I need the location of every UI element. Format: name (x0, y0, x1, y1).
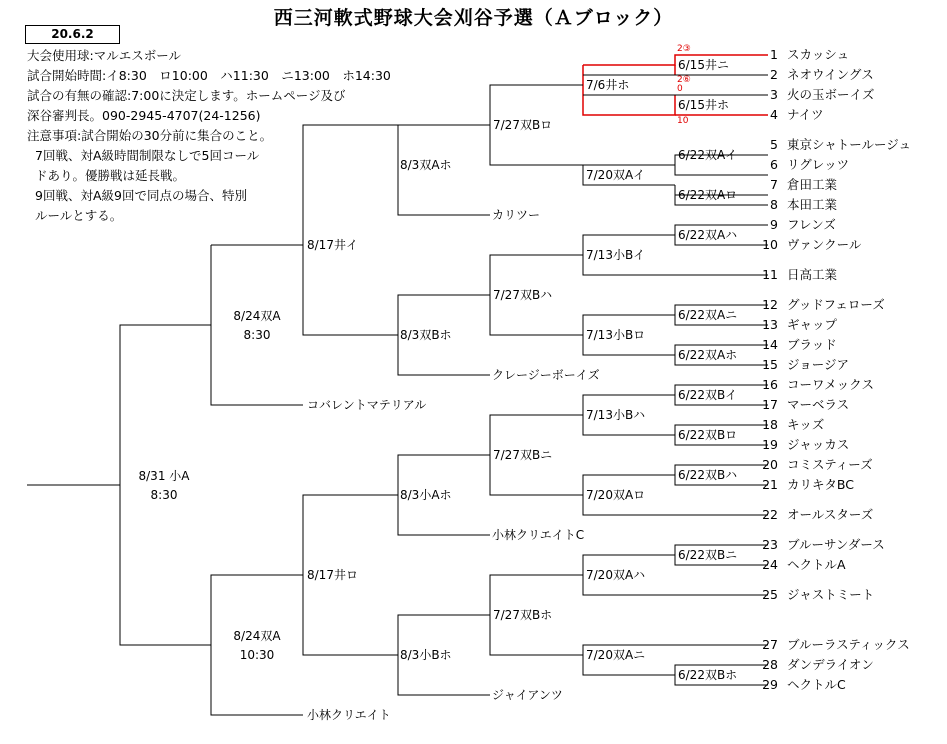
team-entry: 18 キッズ (762, 417, 825, 432)
date-box: 20.6.2 (25, 25, 120, 44)
seed-team: コバレントマテリアル (307, 398, 427, 412)
team-entry: 20 コミスティーズ (762, 457, 873, 472)
game-label: 6/22双Aロ (678, 188, 738, 202)
game-label: 7/27双Bロ (493, 118, 553, 132)
team-entry: 28 ダンデライオン (762, 657, 874, 672)
game-label: 6/22双Aホ (678, 348, 738, 362)
game-label: 7/20双Aハ (586, 568, 646, 582)
team-entry: 12 グッドフェローズ (762, 297, 885, 312)
seed-team: 小林クリエイト (307, 708, 391, 722)
seed-team: ジャイアンツ (492, 688, 563, 702)
game-label: 8/17井イ (307, 238, 358, 252)
tournament-notes (27, 46, 391, 226)
game-label: 7/6井ホ (586, 78, 630, 92)
team-entry: 21 カリキタBC (762, 477, 854, 492)
team-entry: 24 ヘクトルA (762, 557, 846, 572)
score-label: 2③ (677, 44, 691, 54)
team-entry: 10 ヴァンクール (762, 237, 862, 252)
game-label: 7/27双Bハ (493, 288, 553, 302)
team-entry: 7 倉田工業 (770, 177, 838, 192)
team-entry: 8 本田工業 (770, 197, 838, 212)
game-label: 6/15井ホ (678, 98, 729, 112)
team-entry: 16 コーワメックス (762, 377, 875, 392)
team-entry: 2 ネオウイングス (770, 67, 874, 82)
team-entry: 17 マーベラス (762, 397, 850, 412)
game-label: 7/20双Aイ (586, 168, 646, 182)
team-entry: 11 日高工業 (762, 267, 838, 282)
team-entry: 19 ジャッカス (762, 437, 850, 452)
team-entry: 9 フレンズ (770, 217, 836, 232)
note-rule-1: 7回戦、対A級時間制限なしで5回コール (35, 148, 260, 163)
game-label: 8/3双Aホ (400, 158, 452, 172)
score-label: 0 (677, 84, 683, 94)
note-rule-4: ルールとする。 (35, 208, 123, 223)
team-entry: 14 ブラッド (762, 337, 837, 352)
score-label: 2⑥ (677, 75, 691, 85)
semifinal-label: 8/24双A 8:30 (233, 309, 281, 342)
game-label: 6/22双Aハ (678, 228, 738, 242)
page-title: 西三河軟式野球大会刈谷予選（Ａブロック） (273, 7, 674, 29)
seed-team: カリツー (492, 208, 541, 222)
note-ball: 大会使用球:マルエスボール (27, 48, 181, 63)
game-label: 6/22双Bホ (678, 668, 738, 682)
game-label: 6/22双Bイ (678, 388, 738, 402)
seed-team: クレージーボーイズ (492, 368, 600, 382)
game-label: 7/13小Bハ (586, 408, 646, 422)
team-entry: 4 ナイツ (770, 107, 824, 122)
note-rule-3: 9回戦、対A級9回で同点の場合、特別 (35, 188, 247, 203)
team-entry: 27 ブルーラスティックス (762, 637, 910, 652)
team-entry: 3 火の玉ボーイズ (770, 87, 875, 102)
team-entry: 15 ジョージア (762, 357, 850, 372)
note-referee: 深谷審判長。090-2945-4707(24-1256) (27, 108, 261, 123)
game-label: 6/22双Bロ (678, 428, 738, 442)
team-entry: 23 ブルーサンダース (762, 537, 885, 552)
game-label: 7/20双Aニ (586, 648, 646, 662)
team-entry: 6 リグレッツ (770, 157, 850, 172)
game-label: 8/3小Aホ (400, 488, 452, 502)
game-label: 7/13小Bイ (586, 248, 646, 262)
game-label: 6/22双Bハ (678, 468, 738, 482)
note-caution: 注意事項:試合開始の30分前に集合のこと。 (27, 128, 273, 143)
game-label: 6/22双Aイ (678, 148, 738, 162)
team-entry: 5 東京シャトールージュ (770, 137, 912, 152)
score-label: 10 (677, 116, 689, 126)
note-rule-2: ドあり。優勝戦は延長戦。 (35, 168, 186, 183)
final-label: 8/31 小A 8:30 (138, 469, 190, 502)
seed-team: 小林クリエイトC (492, 528, 585, 542)
game-label: 8/3小Bホ (400, 648, 452, 662)
team-entry: 29 ヘクトルC (762, 677, 846, 692)
game-label: 7/20双Aロ (586, 488, 646, 502)
note-start-times: 試合開始時間:イ8:30 ロ10:00 ハ11:30 ニ13:00 ホ14:30 (27, 68, 391, 83)
game-label: 6/22双Aニ (678, 308, 738, 322)
game-label: 7/27双Bホ (493, 608, 553, 622)
team-entry: 1 スカッシュ (770, 47, 850, 62)
game-label: 8/3双Bホ (400, 328, 452, 342)
game-label: 6/15井ニ (678, 58, 729, 72)
game-label: 8/17井ロ (307, 568, 358, 582)
team-entry: 22 オールスターズ (762, 507, 874, 522)
semifinal-label: 8/24双A 10:30 (233, 629, 281, 662)
game-label: 6/22双Bニ (678, 548, 738, 562)
game-label: 7/13小Bロ (586, 328, 646, 342)
team-entry: 25 ジャストミート (762, 587, 875, 602)
game-label: 7/27双Bニ (493, 448, 553, 462)
note-confirmation: 試合の有無の確認:7:00に決定します。ホームページ及び (27, 88, 346, 103)
team-entry: 13 ギャップ (762, 317, 838, 332)
